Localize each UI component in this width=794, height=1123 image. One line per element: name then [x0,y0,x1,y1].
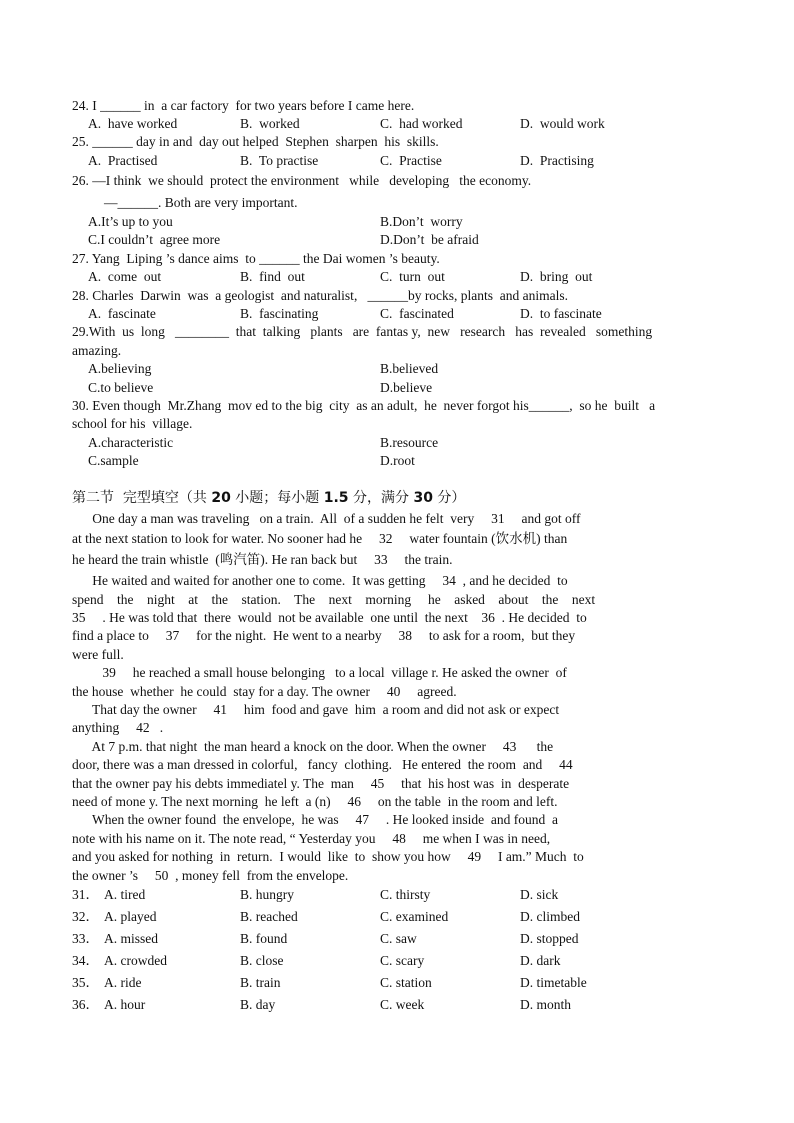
question-26-stem: 26. —I think we should protect the environment while developing the economy. [72,173,532,188]
cloze-33-option-d: D. stopped [520,931,579,946]
cloze-33-number: 33． [72,931,99,946]
passage-line: that the owner pay his debts immediatel y. The man 45 that his host was in desperate [72,776,570,791]
cloze-36-option-a: A. hour [104,997,146,1012]
question-29-stem-cont: amazing. [72,343,122,358]
question-27-stem: 27. Yang Liping ’s dance aims to ______ the Dai women ’s beauty. [72,251,440,266]
cloze-35-option-c: C. station [380,975,432,990]
cloze-34-number: 34． [72,953,99,968]
q24-option-b: B. worked [240,116,300,131]
passage-line: 39 he reached a small house belonging to a local village r. He asked the owner of [72,665,567,680]
q28-option-d: D. to fascinate [520,306,602,321]
passage-line: at the next station to look for water. No sooner had he 32 water fountain (饮水机) than [72,531,568,546]
q28-option-a: A. fascinate [88,306,156,321]
cloze-34-option-c: C. scary [380,953,425,968]
q30-option-d: D.root [380,453,415,468]
passage-line: find a place to 37 for the night. He went to a nearby 38 to ask for a room, but they [72,628,576,643]
cloze-32-option-a: A. played [104,909,157,924]
passage-line: he heard the train whistle (鸣汽笛). He ran back but 33 the train. [72,552,453,567]
section-question-count: 20 [211,490,231,506]
q28-option-b: B. fascinating [240,306,319,321]
q29-option-b: B.believed [380,361,439,376]
section-title-part: 第二节 完型填空（共 [72,490,212,506]
cloze-34-option-a: A. crowded [104,953,167,968]
q29-option-a: A.believing [88,361,152,376]
cloze-31-option-a: A. tired [104,887,146,902]
cloze-32-number: 32． [72,909,99,924]
passage-line: spend the night at the station. The next morning he asked about the next [72,592,596,607]
question-28-stem: 28. Charles Darwin was a geologist and naturalist, ______by rocks, plants and animals. [72,288,569,303]
cloze-34-option-d: D. dark [520,953,561,968]
cloze-31-option-d: D. sick [520,887,559,902]
passage-line: need of mone y. The next morning he left a (n) 46 on the table in the room and left. [72,794,558,809]
q24-option-a: A. have worked [88,116,178,131]
q25-option-a: A. Practised [88,153,158,168]
q26-option-d: D.Don’t be afraid [380,232,479,247]
section-2-title [72,488,465,508]
question-25-stem: 25. ______ day in and day out helped Stephen sharpen his skills. [72,134,439,149]
question-30-stem: 30. Even though Mr.Zhang mov ed to the big city as an adult, he never forgot his______, so he built a [72,398,656,413]
section-points-each: 1.5 [323,490,349,506]
passage-line: At 7 p.m. that night the man heard a knock on the door. When the owner 43 the [72,739,554,754]
q30-option-b: B.resource [380,435,439,450]
passage-line: One day a man was traveling on a train. All of a sudden he felt very 31 and got off [72,511,581,526]
question-30-stem-cont: school for his village. [72,416,193,431]
cloze-31-option-b: B. hungry [240,887,294,902]
cloze-36-number: 36． [72,997,99,1012]
passage-line: the house whether he could stay for a day. The owner 40 agreed. [72,684,457,699]
q30-option-a: A.characteristic [88,435,174,450]
q26-option-a: A.It’s up to you [88,214,173,229]
passage-line: That day the owner 41 him food and gave him a room and did not ask or expect [72,702,560,717]
q27-option-c: C. turn out [380,269,445,284]
cloze-34-option-b: B. close [240,953,284,968]
q27-option-b: B. find out [240,269,305,284]
q25-option-d: D. Practising [520,153,594,168]
cloze-36-option-c: C. week [380,997,425,1012]
q29-option-c: C.to believe [88,380,154,395]
cloze-33-option-b: B. found [240,931,288,946]
q24-option-d: D. would work [520,116,605,131]
q25-option-c: C. Practise [380,153,442,168]
q29-option-d: D.believe [380,380,433,395]
section-title-part: 分） [432,490,466,506]
passage-line: note with his name on it. The note read, “ Yesterday you 48 me when I was in need, [72,831,551,846]
cloze-33-option-c: C. saw [380,931,417,946]
cloze-36-option-b: B. day [240,997,276,1012]
cloze-35-option-d: D. timetable [520,975,587,990]
section-total-points: 30 [413,490,433,506]
q26-option-b: B.Don’t worry [380,214,463,229]
cloze-36-option-d: D. month [520,997,572,1012]
cloze-31-option-c: C. thirsty [380,887,431,902]
q25-option-b: B. To practise [240,153,319,168]
question-29-stem: 29.With us long ________ that talking plants are fantas y, new research has revealed something [72,324,653,339]
cloze-33-option-a: A. missed [104,931,158,946]
question-26-response: —______. Both are very important. [104,195,298,210]
section-title-part: 分，满分 [348,490,414,506]
q26-option-c: C.I couldn’t agree more [88,232,221,247]
cloze-31-number: 31． [72,887,99,902]
cloze-35-option-b: B. train [240,975,281,990]
cloze-35-number: 35． [72,975,99,990]
q30-option-c: C.sample [88,453,139,468]
passage-line: the owner ’s 50 , money fell from the envelope. [72,868,349,883]
passage-line: and you asked for nothing in return. I would like to show you how 49 I am.” Much to [72,849,584,864]
q24-option-c: C. had worked [380,116,463,131]
passage-line: anything 42 . [72,720,164,735]
passage-line: door, there was a man dressed in colorful, fancy clothing. He entered the room and 44 [72,757,573,772]
cloze-35-option-a: A. ride [104,975,142,990]
passage-line: He waited and waited for another one to come. It was getting 34 , and he decided to [72,573,568,588]
q27-option-a: A. come out [88,269,162,284]
section-title-part: 小题；每小题 [230,490,324,506]
cloze-32-option-d: D. climbed [520,909,580,924]
cloze-32-option-b: B. reached [240,909,298,924]
q27-option-d: D. bring out [520,269,593,284]
passage-line: When the owner found the envelope, he was 47 . He looked inside and found a [72,812,559,827]
q28-option-c: C. fascinated [380,306,454,321]
cloze-32-option-c: C. examined [380,909,449,924]
passage-line: 35 . He was told that there would not be available one until the next 36 . He decided to [72,610,587,625]
question-24-stem: 24. I ______ in a car factory for two years before I came here. [72,98,415,113]
passage-line: were full. [72,647,124,662]
